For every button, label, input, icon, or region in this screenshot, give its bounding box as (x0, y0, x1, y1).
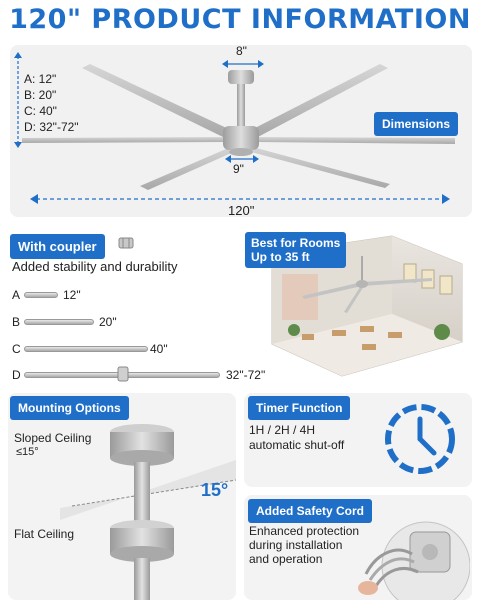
timer-description: automatic shut-off (249, 438, 345, 452)
safety-line-1: Enhanced protection (249, 524, 360, 538)
clock-icon (382, 401, 458, 477)
rod-length-d: 32"-72" (226, 368, 266, 382)
rod-letter-d: D (12, 368, 21, 382)
dimension-legend-d: D: 32"-72" (24, 120, 79, 134)
rod-letter-c: C (12, 342, 21, 356)
rod-length-c: 40" (150, 342, 168, 356)
top-width-label: 8" (236, 44, 247, 58)
downrod-a (24, 292, 58, 298)
safety-line-3: and operation (249, 552, 323, 566)
dimension-legend-a: A: 12" (24, 72, 57, 86)
safety-line-2: during installation (249, 538, 343, 552)
span-label: 120" (228, 203, 255, 218)
rooms-badge-line2: Up to 35 ft (251, 250, 310, 264)
rod-length-b: 20" (99, 315, 117, 329)
safety-badge: Added Safety Cord (248, 499, 372, 523)
flat-ceiling-label: Flat Ceiling (14, 527, 75, 541)
rod-letter-b: B (12, 315, 21, 329)
rooms-badge (245, 232, 346, 268)
rod-length-a: 12" (63, 288, 81, 302)
downrod-b (24, 319, 94, 325)
sloped-angle-label: ≤15° (16, 446, 39, 458)
angle-marker-label: 15° (201, 480, 229, 500)
motor-width-label: 9" (233, 162, 244, 176)
page-title: 120" PRODUCT INFORMATION (9, 4, 471, 35)
coupler-badge: With coupler (10, 234, 105, 259)
mounting-diagram-image (60, 420, 236, 600)
dimensions-badge: Dimensions (374, 112, 458, 136)
dimension-legend-c: C: 40" (24, 104, 57, 118)
dimension-legend-b: B: 20" (24, 88, 57, 102)
safety-cord-image (356, 514, 470, 600)
coupler-icon (118, 236, 134, 250)
downrod-c (24, 346, 148, 352)
timer-options: 1H / 2H / 4H (249, 423, 316, 437)
mounting-badge: Mounting Options (10, 396, 129, 420)
timer-badge: Timer Function (248, 396, 350, 420)
rooms-badge-line1: Best for Rooms (251, 236, 341, 250)
rod-letter-a: A (12, 288, 21, 302)
rod-coupler-icon (116, 366, 130, 382)
coupler-description: Added stability and durability (12, 259, 178, 274)
sloped-ceiling-label: Sloped Ceiling (14, 431, 92, 445)
